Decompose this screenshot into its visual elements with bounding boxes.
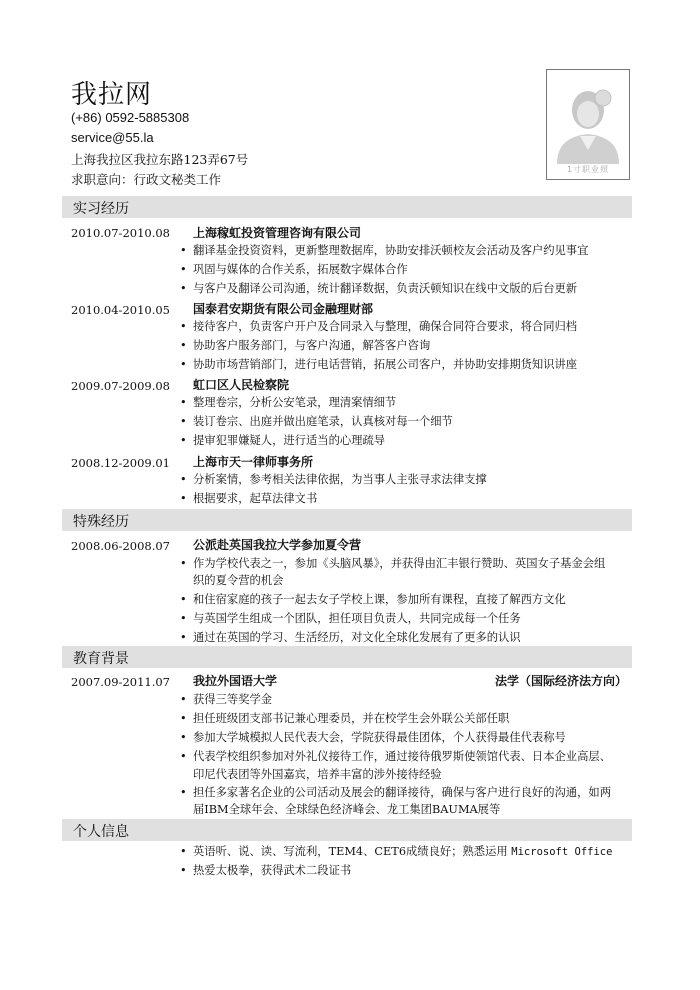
list-item: • 巩固与媒体的合作关系，拓展数字媒体合作 xyxy=(180,261,653,279)
major: 法学（国际经济法方向） xyxy=(494,674,627,688)
entry-organization: 上海市天一律师事务所 xyxy=(193,455,314,469)
list-item-text: 织的夏令营的机会 xyxy=(193,574,284,587)
entry-organization: 上海稼虹投资管理咨询有限公司 xyxy=(193,226,362,240)
section-special xyxy=(62,509,632,531)
section-title: 实习经历 xyxy=(73,201,129,217)
entry-date: 2008.12-2009.01 xyxy=(71,456,170,470)
list-item: • 与客户及翻译公司沟通，统计翻译数据，负责沃顿知识在线中文版的后台更新 xyxy=(180,280,653,298)
photo-caption: 1寸职业照 xyxy=(566,165,610,174)
section-education xyxy=(62,646,632,668)
entry-date: 2007.09-2011.07 xyxy=(71,675,170,689)
list-item-continuation xyxy=(180,766,653,784)
software-name: Microsoft Office xyxy=(511,846,613,858)
list-item-text: 印尼代表团等外国嘉宾，培养丰富的涉外接待经验 xyxy=(193,768,442,781)
candidate-name: 我拉网 xyxy=(71,80,153,110)
entry-organization: 公派赴英国我拉大学参加夏令营 xyxy=(193,538,362,552)
list-item: • 分析案情，参考相关法律依据，为当事人主张寻求法律支撑 xyxy=(180,471,653,489)
section-title: 个人信息 xyxy=(73,824,129,840)
home-address: 上海我拉区我拉东路123弄67号 xyxy=(71,152,249,167)
phone-number: (+86) 0592-5885308 xyxy=(71,110,190,125)
list-item: • 协助市场营销部门，进行电话营销，拓展公司客户，并协助安排期货知识讲座 xyxy=(180,356,653,374)
list-item xyxy=(180,843,653,862)
photo-placeholder xyxy=(546,69,630,180)
list-item: • 获得三等奖学金 xyxy=(180,691,653,709)
list-item: • 提审犯罪嫌疑人，进行适当的心理疏导 xyxy=(180,432,653,450)
list-item: • 和住宿家庭的孩子一起去女子学校上课，参加所有课程，直接了解西方文化 xyxy=(180,591,653,609)
entry-date: 2010.04-2010.05 xyxy=(71,303,170,317)
list-item-continuation xyxy=(180,572,653,590)
list-item: • 根据要求，起草法律文书 xyxy=(180,490,653,508)
section-title: 教育背景 xyxy=(73,651,129,667)
section-title: 特殊经历 xyxy=(73,514,129,530)
section-personal xyxy=(62,819,632,841)
list-item: • 与英国学生组成一个团队，担任项目负责人，共同完成每一个任务 xyxy=(180,610,653,628)
list-item-text: 英语听、说、读、写流利，TEM4、CET6成绩良好；熟悉运用 xyxy=(193,845,512,858)
school-name: 我拉外国语大学 xyxy=(193,674,278,688)
list-item: • 通过在英国的学习、生活经历，对文化全球化发展有了更多的认识 xyxy=(180,629,653,647)
list-item: • 代表学校组织参加对外礼仪接待工作，通过接待俄罗斯使领馆代表、日本企业高层、 xyxy=(180,748,653,766)
list-item: • 担任班级团支部书记兼心理委员，并在校学生会外联公关部任职 xyxy=(180,710,653,728)
list-item: • 装订卷宗、出庭并做出庭笔录，认真核对每一个细节 xyxy=(180,413,653,431)
list-item: • 担任多家著名企业的公司活动及展会的翻译接待，确保与客户进行良好的沟通，如两 xyxy=(180,784,653,802)
list-item: • 热爱太极拳，获得武术二段证书 xyxy=(180,862,653,880)
list-item: • 作为学校代表之一，参加《头脑风暴》，并获得由汇丰银行赞助、英国女子基金会组 xyxy=(180,555,653,573)
email-address: service@55.la xyxy=(71,130,154,145)
list-item: • 接待客户，负责客户开户及合同录入与整理，确保合同符合要求，将合同归档 xyxy=(180,318,653,336)
entry-date: 2009.07-2009.08 xyxy=(71,379,170,393)
entry-date: 2008.06-2008.07 xyxy=(71,539,170,553)
entry-organization: 虹口区人民检察院 xyxy=(193,378,290,392)
list-item: • 整理卷宗，分析公安笔录，理清案情细节 xyxy=(180,394,653,412)
list-item: • 协助客户服务部门，与客户沟通，解答客户咨询 xyxy=(180,337,653,355)
job-objective: 求职意向：行政文秘类工作 xyxy=(71,172,222,187)
section-internship xyxy=(62,196,632,218)
person-silhouette-icon xyxy=(547,70,629,179)
entry-organization: 国泰君安期货有限公司金融理财部 xyxy=(193,302,374,316)
entry-date: 2010.07-2010.08 xyxy=(71,226,170,240)
list-item-text: 届IBM全球年会、全球绿色经济峰会、龙工集团BAUMA展等 xyxy=(193,803,501,816)
list-item: • 参加大学城模拟人民代表大会，学院获得最佳团体，个人获得最佳代表称号 xyxy=(180,729,653,747)
list-item: • 翻译基金投资资料，更新整理数据库，协助安排沃顿校友会活动及客户约见事宜 xyxy=(180,242,653,260)
list-item-continuation xyxy=(180,801,653,819)
